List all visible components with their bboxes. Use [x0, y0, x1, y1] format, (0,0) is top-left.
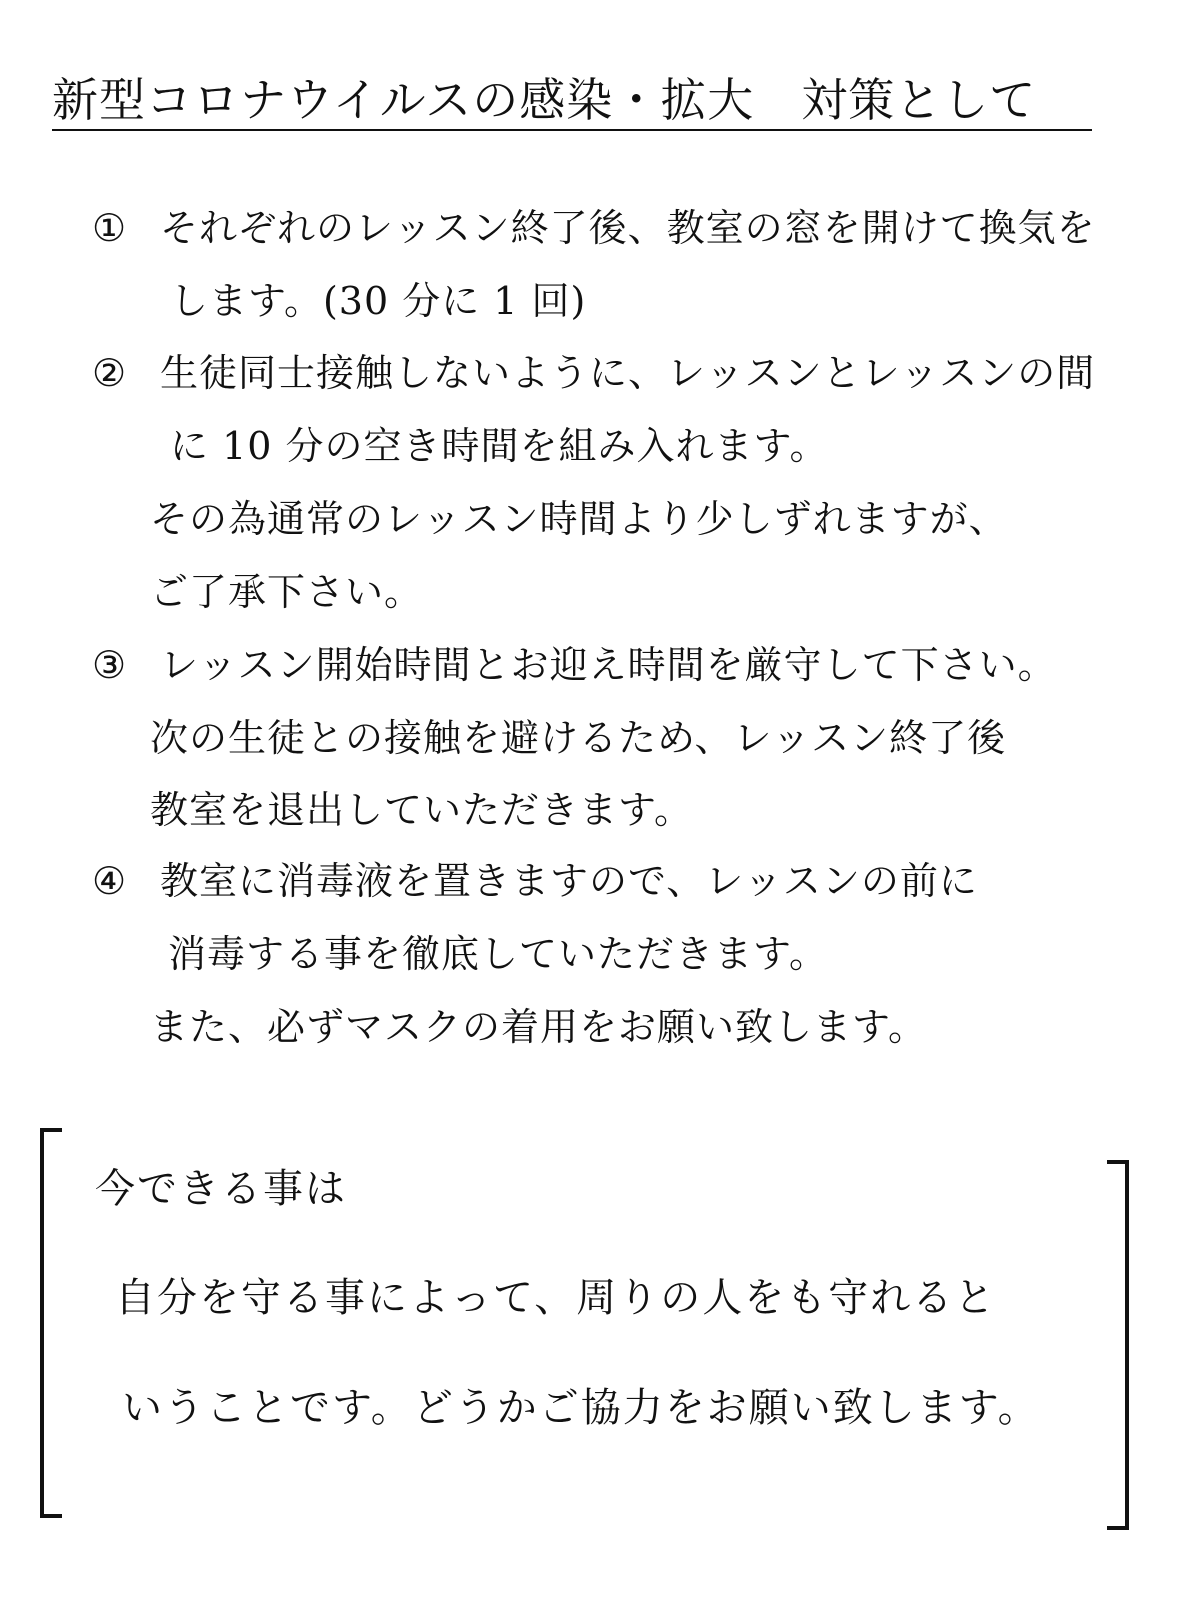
item-2-line-4: ご了承下さい。 [150, 570, 424, 614]
item-3-line-2: 次の生徒との接触を避けるため、レッスン終了後 [150, 716, 1007, 760]
item-2-line-3: その為通常のレッスン時間より少しずれますが、 [150, 497, 1008, 541]
closing-line-2: いうことです。どうかご協力をお願い致します。 [122, 1385, 1040, 1431]
item-3-number: ③ [92, 643, 127, 687]
item-3-line-1: レッスン開始時間とお迎え時間を厳守して下さい。 [160, 643, 1057, 687]
closing-line-1: 自分を守る事によって、周りの人をも守れると [115, 1275, 997, 1321]
title-underline [52, 129, 1092, 131]
item-2-number: ② [92, 351, 127, 395]
item-1-line-2: します。(30 分に 1 回) [170, 279, 587, 323]
item-4-number: ④ [92, 859, 127, 903]
item-4-line-1: 教室に消毒液を置きますので、レッスンの前に [160, 859, 978, 903]
item-2-line-2: に 10 分の空き時間を組み入れます。 [170, 424, 829, 468]
item-4-line-3: また、必ずマスクの着用をお願い致します。 [150, 1005, 927, 1049]
item-1-number: ① [92, 206, 127, 250]
left-bracket [40, 1128, 62, 1518]
closing-heading: 今できる事は [95, 1166, 347, 1212]
item-3-line-3: 教室を退出していただきます。 [150, 788, 693, 832]
right-bracket [1107, 1160, 1129, 1530]
item-1-line-1: それぞれのレッスン終了後、教室の窓を開けて換気を [160, 206, 1096, 250]
page-title: 新型コロナウイルスの感染・拡大 対策として [52, 73, 1037, 127]
item-2-line-1: 生徒同士接触しないように、レッスンとレッスンの間 [160, 351, 1096, 395]
item-4-line-2: 消毒する事を徹底していただきます。 [168, 932, 828, 976]
